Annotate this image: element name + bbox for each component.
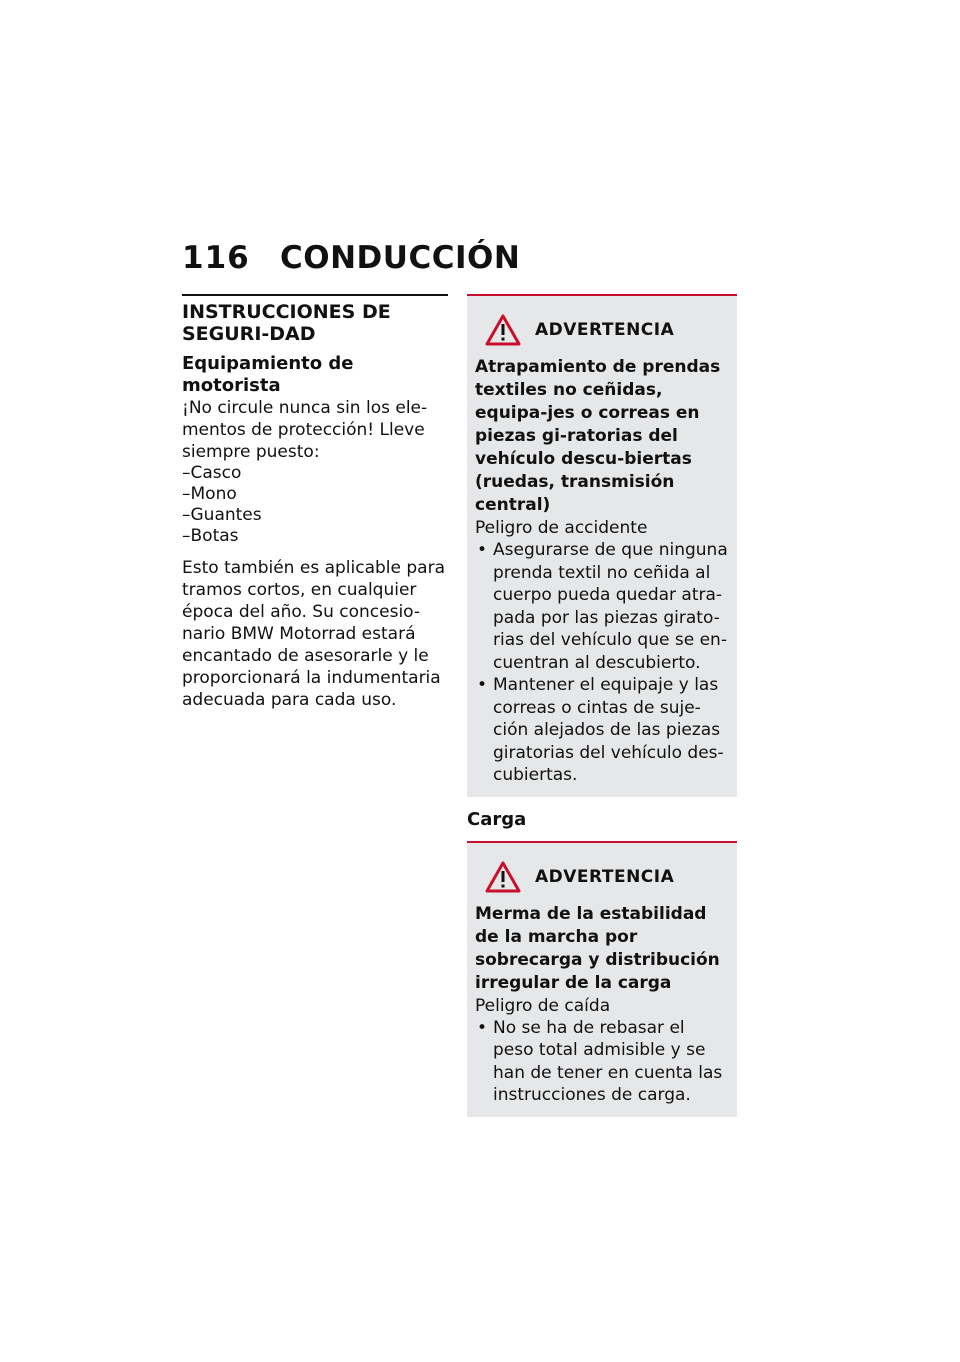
warning-box-entrapment bbox=[467, 294, 737, 797]
warning-subtitle: Peligro de accidente bbox=[475, 518, 648, 538]
warning-triangle-icon bbox=[485, 314, 521, 346]
equipment-list bbox=[182, 463, 448, 547]
warning-header bbox=[485, 314, 729, 346]
list-item: • Mantener el equipaje y las correas o cintas de suje-ción alejados de las piezas giratorias del vehículo des-cubiertas. bbox=[475, 674, 729, 787]
equipment-subtitle: Equipamiento de motorista bbox=[182, 353, 354, 396]
page-number: 116 bbox=[182, 240, 250, 276]
warning-triangle-icon bbox=[485, 861, 521, 893]
body-paragraph: Esto también es aplicable para tramos cortos, en cualquier época del año. Su concesio-nario BMW Motorrad estará encantado de asesorarle y le proporcionará la indumentaria adecuada para cada uso. bbox=[182, 558, 445, 710]
intro-text: ¡No circule nunca sin los ele-mentos de protección! Lleve siempre puesto: bbox=[182, 398, 428, 462]
carga-heading: Carga bbox=[467, 808, 527, 830]
page-header bbox=[182, 240, 520, 284]
list-item: – Casco bbox=[182, 463, 448, 484]
list-item: – Mono bbox=[182, 484, 448, 505]
warning-header bbox=[485, 861, 729, 893]
warning-subtitle: Peligro de caída bbox=[475, 995, 611, 1016]
section-divider bbox=[182, 294, 448, 296]
left-column bbox=[182, 294, 448, 711]
right-column bbox=[467, 294, 737, 1117]
chapter-title: CONDUCCIÓN bbox=[280, 240, 521, 276]
warning-label: ADVERTENCIA bbox=[535, 866, 675, 887]
list-item: – Guantes bbox=[182, 505, 448, 526]
list-item: • No se ha de rebasar el peso total admisible y se han de tener en cuenta las instrucciones de carga. bbox=[475, 1017, 729, 1107]
warning-title: Atrapamiento de prendas textiles no ceñidas, equipa-jes o correas en piezas gi-ratorias del vehículo descu-biertas (ruedas, transmisión central) bbox=[475, 357, 721, 515]
warning-bullets bbox=[475, 539, 729, 787]
warning-box-load bbox=[467, 841, 737, 1117]
list-item: • Asegurarse de que ninguna prenda textil no ceñida al cuerpo pueda quedar atra-pada por las piezas girato-rias del vehículo que se en-cuentran al descubierto. bbox=[475, 539, 729, 674]
warning-label: ADVERTENCIA bbox=[535, 320, 675, 340]
section-title: INSTRUCCIONES DE SEGURI-DAD bbox=[182, 301, 391, 345]
warning-title: Merma de la estabilidad de la marcha por sobrecarga y distribución irregular de la carga bbox=[475, 903, 720, 993]
list-item: – Botas bbox=[182, 526, 448, 547]
warning-bullets bbox=[475, 1017, 729, 1107]
